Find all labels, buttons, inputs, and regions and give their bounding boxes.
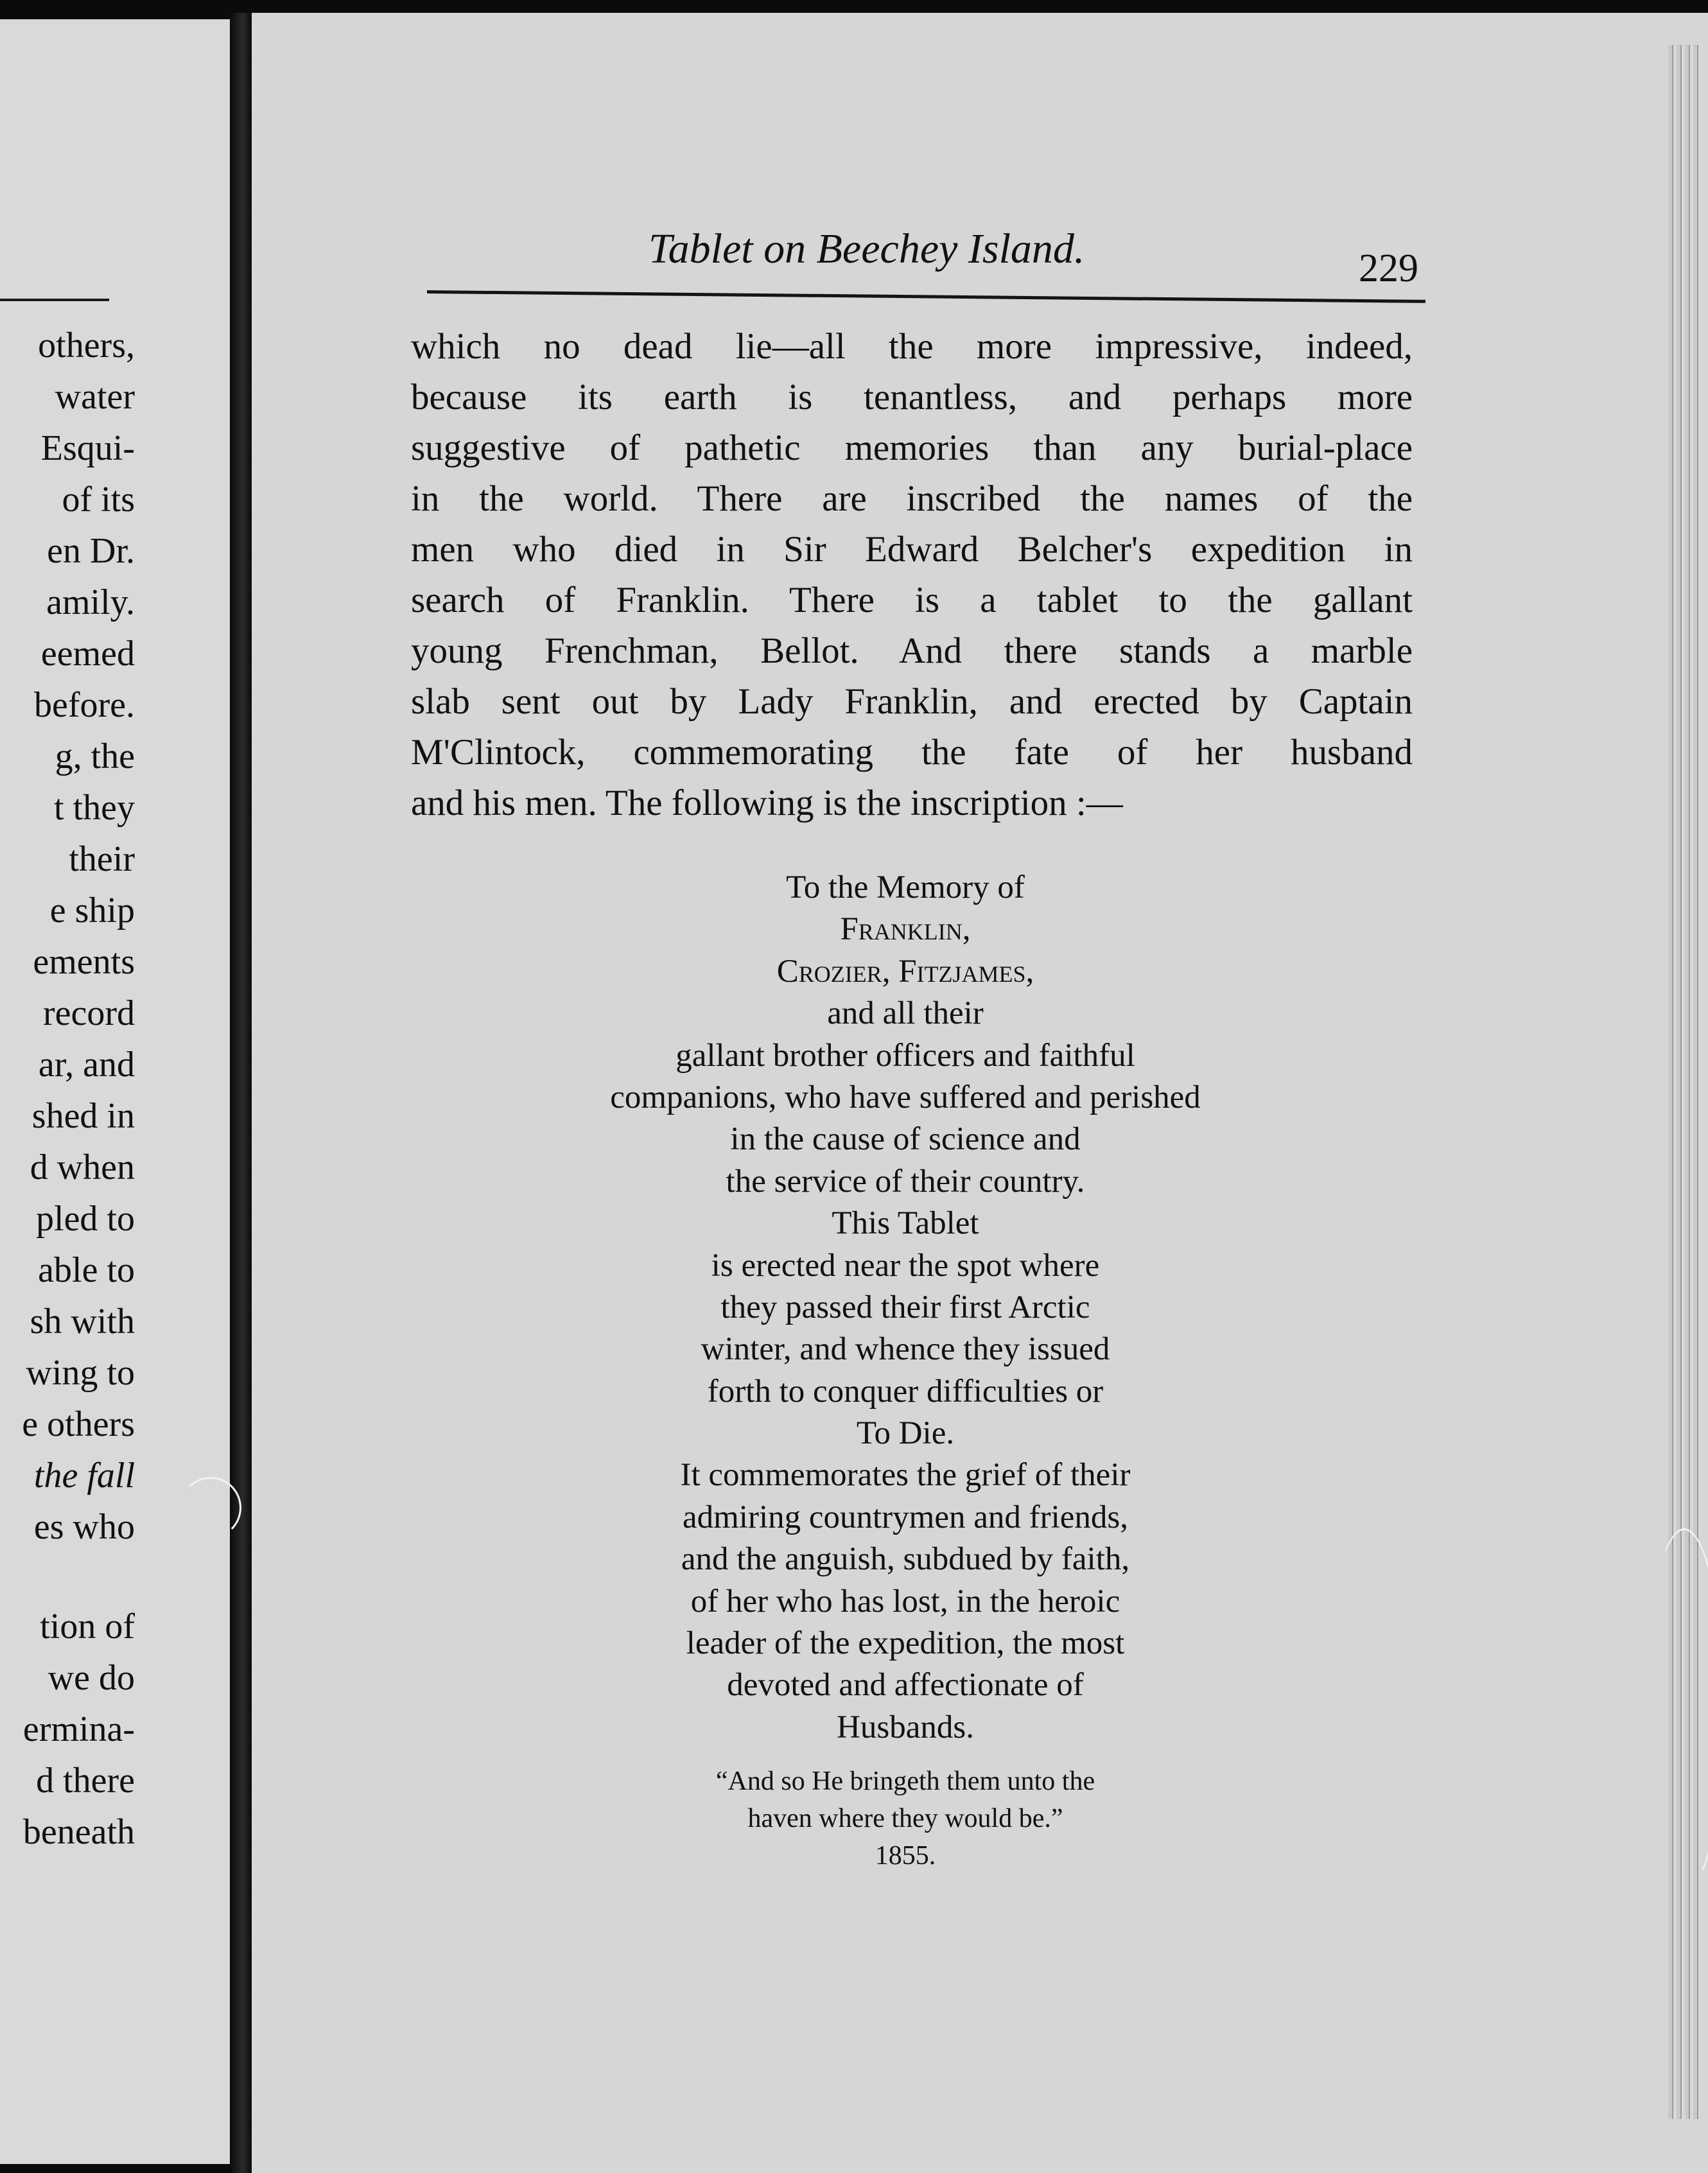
facing-line: able to [38,1250,135,1290]
inscription-line: This Tablet [832,1205,979,1242]
facing-line: their [69,839,135,879]
facing-line: es who [33,1507,135,1547]
body-line: search of Franklin. There is a tablet to the gallant [411,580,1413,620]
body-line: young Frenchman, Bellot. And there stands a marble [411,631,1413,671]
facing-line: the fall [33,1456,135,1496]
inscription-line: of her who has lost, in the heroic [690,1583,1120,1619]
facing-line: shed in [31,1096,135,1136]
facing-line: g, the [55,737,135,776]
inscription-line: they passed their first Arctic [720,1289,1090,1325]
facing-line: beneath [22,1812,135,1852]
page-number: 229 [1359,247,1418,290]
body-line: M'Clintock, commemorating the fate of her husband [411,732,1413,772]
inscription-line: and all their [827,995,984,1032]
inscription-line: is erected near the spot where [711,1247,1100,1284]
facing-page [0,19,231,2164]
inscription-line: leader of the expedition, the most [686,1625,1125,1662]
closing-quotation [578,1763,1233,1874]
inscription-line: devoted and affectionate of [727,1667,1084,1704]
inscription-line: It commemorates the grief of their [680,1457,1131,1494]
inscription-line: in the cause of science and [730,1121,1081,1158]
body-line: and his men. The following is the inscription :— [411,783,1123,823]
running-title: Tablet on Beechey Island. [649,225,1085,272]
facing-line: Esqui- [40,428,135,468]
facing-line: tion of [40,1607,135,1646]
inscription-line: companions, who have suffered and perished [610,1079,1201,1115]
facing-line: e ship [49,891,135,930]
facing-line: others, [38,326,135,365]
facing-line: t they [54,788,135,828]
inscription-line: winter, and whence they issued [701,1331,1110,1368]
facing-line: amily. [46,582,135,622]
inscription-line: Crozier, Fitzjames, [776,953,1034,990]
facing-line: ermina- [22,1709,135,1749]
body-line: in the world. There are inscribed the names of the [411,478,1413,519]
inscription-date: 1855. [875,1841,936,1871]
facing-line: d when [30,1148,135,1187]
facing-line: wing to [26,1353,135,1393]
quotation-line: haven where they would be.” [747,1804,1063,1833]
inscription-line: admiring countrymen and friends, [683,1499,1128,1535]
facing-line: e others [22,1404,135,1444]
body-line: because its earth is tenantless, and perhaps more [411,377,1413,417]
body-line: which no dead lie—all the more impressive, indeed, [411,326,1413,367]
facing-line: pled to [36,1199,135,1239]
facing-line: ar, and [38,1045,135,1085]
quotation-line: “And so He bringeth them unto the [715,1767,1095,1796]
book-gutter [230,13,252,2173]
inscription-line: the service of their country. [726,1163,1085,1200]
inscription-line: and the anguish, subdued by faith, [681,1541,1130,1578]
facing-line: record [42,993,135,1033]
body-line: men who died in Sir Edward Belcher's expedition in [411,529,1413,570]
facing-line: water [55,377,135,417]
inscription-line: To the Memory of [786,869,1025,905]
facing-line: eemed [40,634,135,674]
body-line: slab sent out by Lady Franklin, and erected by Captain [411,681,1413,722]
film-scratch [180,1477,241,1539]
inscription-line: Husbands. [837,1709,974,1745]
inscription-line: gallant brother officers and faithful [675,1037,1135,1074]
facing-line: sh with [30,1302,135,1341]
body-line: suggestive of pathetic memories than any burial-place [411,428,1413,468]
facing-line: of its [62,480,135,519]
inscription-line: forth to conquer difficulties or [707,1373,1104,1409]
inscription-line: Franklin, [840,911,971,948]
inscription-line: To Die. [856,1415,955,1452]
inscription [501,867,1310,1749]
facing-line: before. [33,685,135,725]
facing-line: ements [33,942,135,982]
facing-line: en Dr. [47,531,135,571]
facing-line: d there [36,1761,135,1801]
body-paragraph [411,321,1413,828]
facing-page-rule [0,299,109,301]
facing-line: we do [48,1658,135,1698]
